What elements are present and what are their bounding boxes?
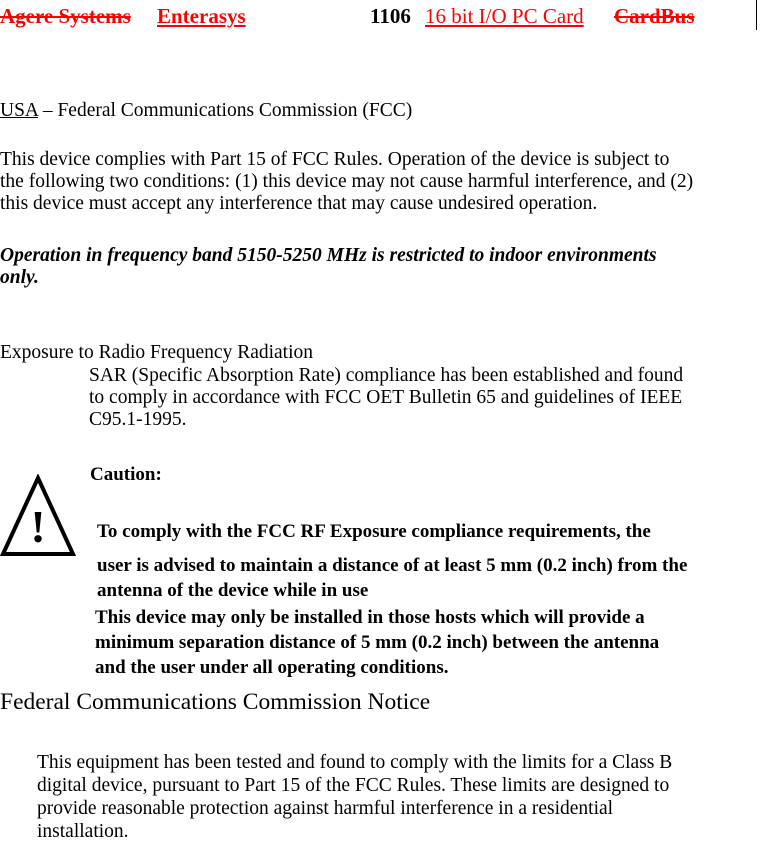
exposure-heading: Exposure to Radio Frequency Radiation — [0, 342, 314, 363]
sar-line: SAR (Specific Absorption Rate) compliance has been established and found — [89, 365, 684, 386]
notice-line: digital device, pursuant to Part 15 of the FCC Rules. These limits are designed to — [37, 775, 670, 796]
indoor-line: Operation in frequency band 5150-5250 MHz is restricted to indoor environments — [0, 245, 657, 266]
caution-line: antenna of the device while in use — [97, 580, 369, 601]
header-deleted-product: CardBus — [614, 4, 695, 28]
header-deleted-vendor: Agere Systems — [0, 4, 131, 28]
margin-change-bar — [756, 0, 757, 30]
sar-paragraph — [89, 365, 754, 431]
notice-line: installation. — [37, 821, 129, 842]
header-inserted-vendor: Enterasys — [157, 4, 246, 28]
sar-line: C95.1-1995. — [89, 409, 187, 430]
header-model-number: 1106 — [370, 4, 411, 28]
indoor-line: only. — [0, 267, 39, 288]
install-line: This device may only be installed in those hosts which will provide a — [95, 607, 645, 628]
usa-label: USA — [0, 100, 38, 121]
fcc-heading-rest: – Federal Communications Commission (FCC) — [37, 100, 413, 121]
notice-heading: Federal Communications Commission Notice — [0, 689, 431, 715]
notice-line: provide reasonable protection against harmful interference in a residential — [37, 798, 614, 819]
caution-line: To comply with the FCC RF Exposure compliance requirements, the — [97, 521, 651, 542]
install-line: minimum separation distance of 5 mm (0.2 inch) between the antenna — [95, 632, 660, 653]
install-line: and the user under all operating conditions. — [95, 657, 449, 678]
warning-exclamation: ! — [30, 501, 46, 552]
caution-line: user is advised to maintain a distance of at least 5 mm (0.2 inch) from the — [97, 555, 688, 576]
warning-triangle-icon — [0, 474, 76, 558]
header-inserted-product: 16 bit I/O PC Card — [425, 4, 584, 28]
notice-line: This equipment has been tested and found to comply with the limits for a Class B — [37, 752, 673, 773]
compliance-line: the following two conditions: (1) this device may not cause harmful interference, and (2) — [0, 171, 694, 192]
compliance-paragraph — [0, 149, 760, 215]
notice-paragraph — [37, 751, 757, 843]
compliance-line: This device complies with Part 15 of FCC Rules. Operation of the device is subject to — [0, 149, 670, 170]
caution-label: Caution: — [90, 464, 162, 485]
fcc-heading — [0, 100, 412, 122]
indoor-restriction — [0, 245, 760, 289]
compliance-line: this device must accept any interference that may cause undesired operation. — [0, 193, 598, 214]
sar-line: to comply in accordance with FCC OET Bulletin 65 and guidelines of IEEE — [89, 387, 683, 408]
